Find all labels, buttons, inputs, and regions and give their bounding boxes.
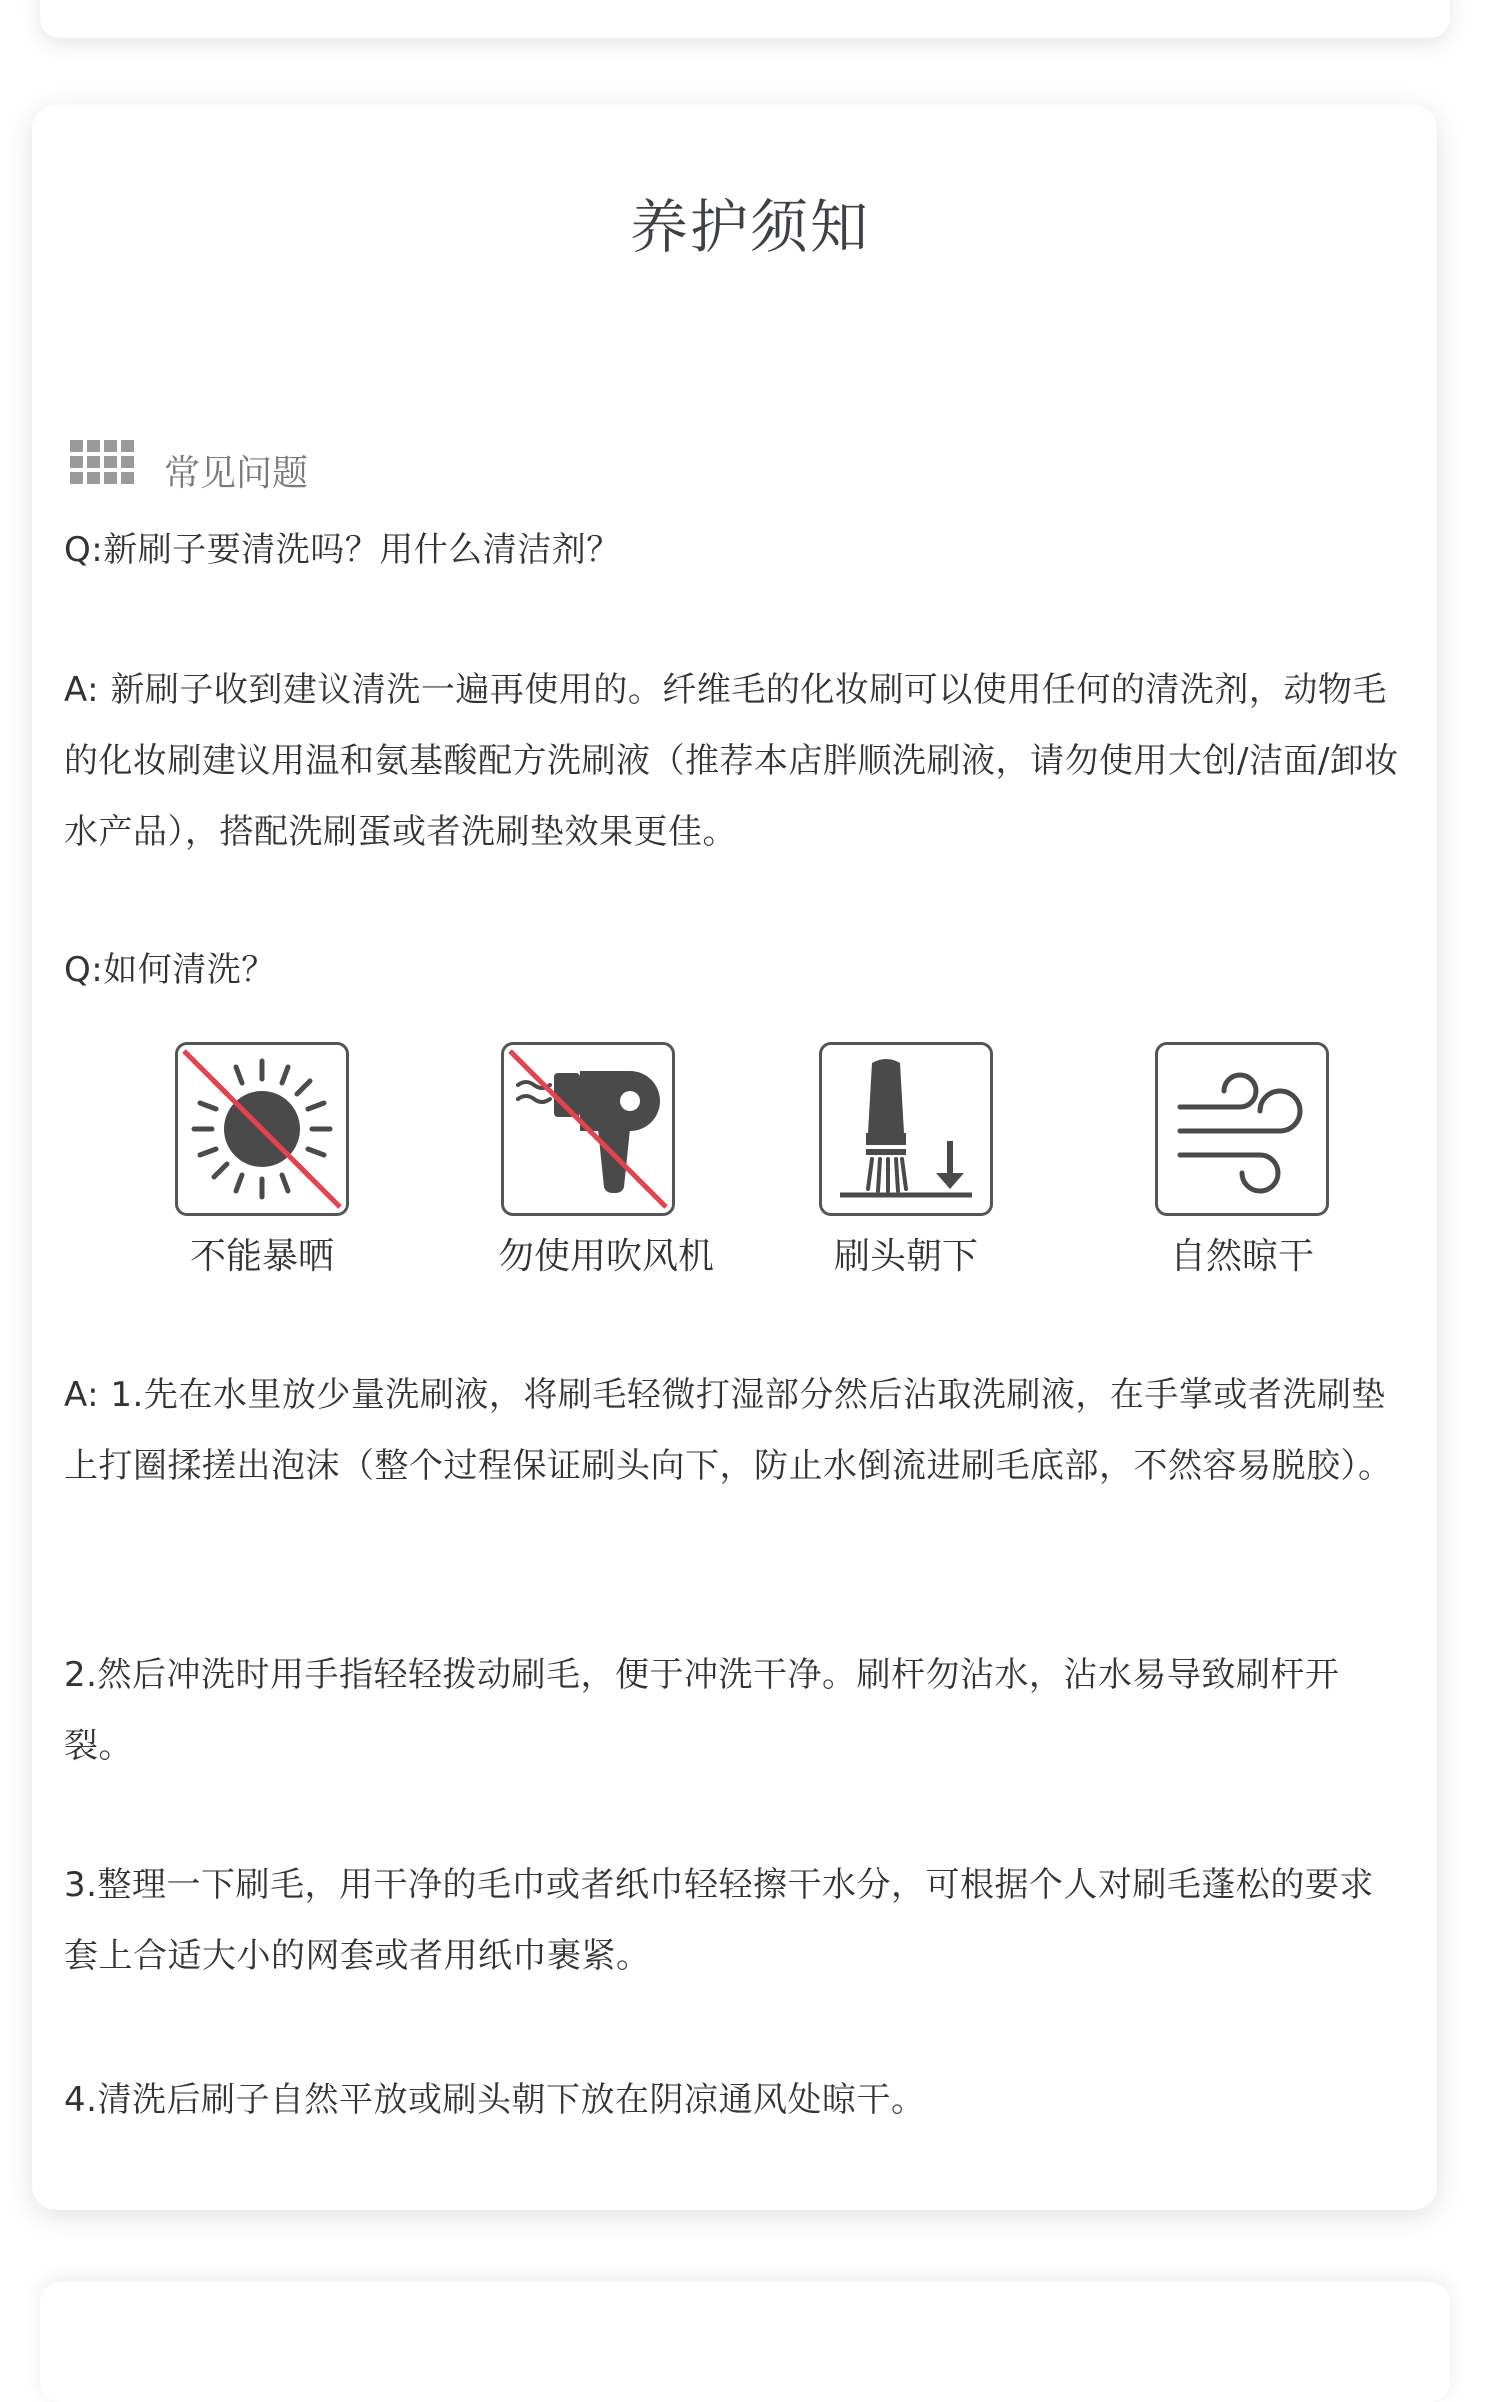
icon-caption: 勿使用吹风机 [498,1236,715,1277]
air-dry-icon [1155,1042,1329,1216]
previous-card [40,0,1450,38]
care-icon-air-dry [1152,1042,1332,1279]
page-title: 养护须知 [629,193,870,261]
question-1: Q:新刷子要清洗吗？用什么清洁剂？ [64,530,621,570]
care-icons-row [0,1042,1500,1292]
next-card [40,2282,1450,2402]
answer-2-step-4: 4.清洗后刷子自然平放或刷头朝下放在阴凉通风处晾干。 [64,2080,926,2120]
grid-menu-icon [70,440,134,500]
care-icon-no-hairdryer [498,1042,715,1279]
faq-section-header [70,440,308,500]
icon-caption: 自然晾干 [1169,1236,1314,1277]
answer-1: A: 新刷子收到建议清洗一遍再使用的。纤维毛的化妆刷可以使用任何的清洗剂，动物毛的化妆刷建议用温和氨基酸配方洗刷液（推荐本店胖顺洗刷液，请勿使用大创/洁面/卸妆水产品），搭配洗刷蛋或者洗刷垫效果更佳。 [64,670,1399,852]
no-hairdryer-icon [501,1042,675,1216]
answer-2-step-2: 2.然后冲洗时用手指轻轻拨动刷毛，便于冲洗干净。刷杆勿沾水，沾水易导致刷杆开裂。 [64,1655,1340,1766]
icon-caption: 不能暴晒 [189,1236,334,1277]
question-2: Q:如何清洗？ [64,950,276,990]
answer-2-step-3: 3.整理一下刷毛，用干净的毛巾或者纸巾轻轻擦干水分，可根据个人对刷毛蓬松的要求套上合适大小的网套或者用纸巾裹紧。 [64,1865,1374,1976]
care-icon-no-sun [172,1042,352,1279]
no-sun-icon [175,1042,349,1216]
care-icon-brush-down [816,1042,996,1279]
section-label: 常见问题 [164,452,309,494]
icon-caption: 刷头朝下 [833,1236,978,1277]
answer-2-step-1: A: 1.先在水里放少量洗刷液，将刷毛轻微打湿部分然后沾取洗刷液，在手掌或者洗刷垫上打圈揉搓出泡沫（整个过程保证刷头向下，防止水倒流进刷毛底部，不然容易脱胶）。 [64,1375,1393,1486]
brush-head-down-icon [819,1042,993,1216]
